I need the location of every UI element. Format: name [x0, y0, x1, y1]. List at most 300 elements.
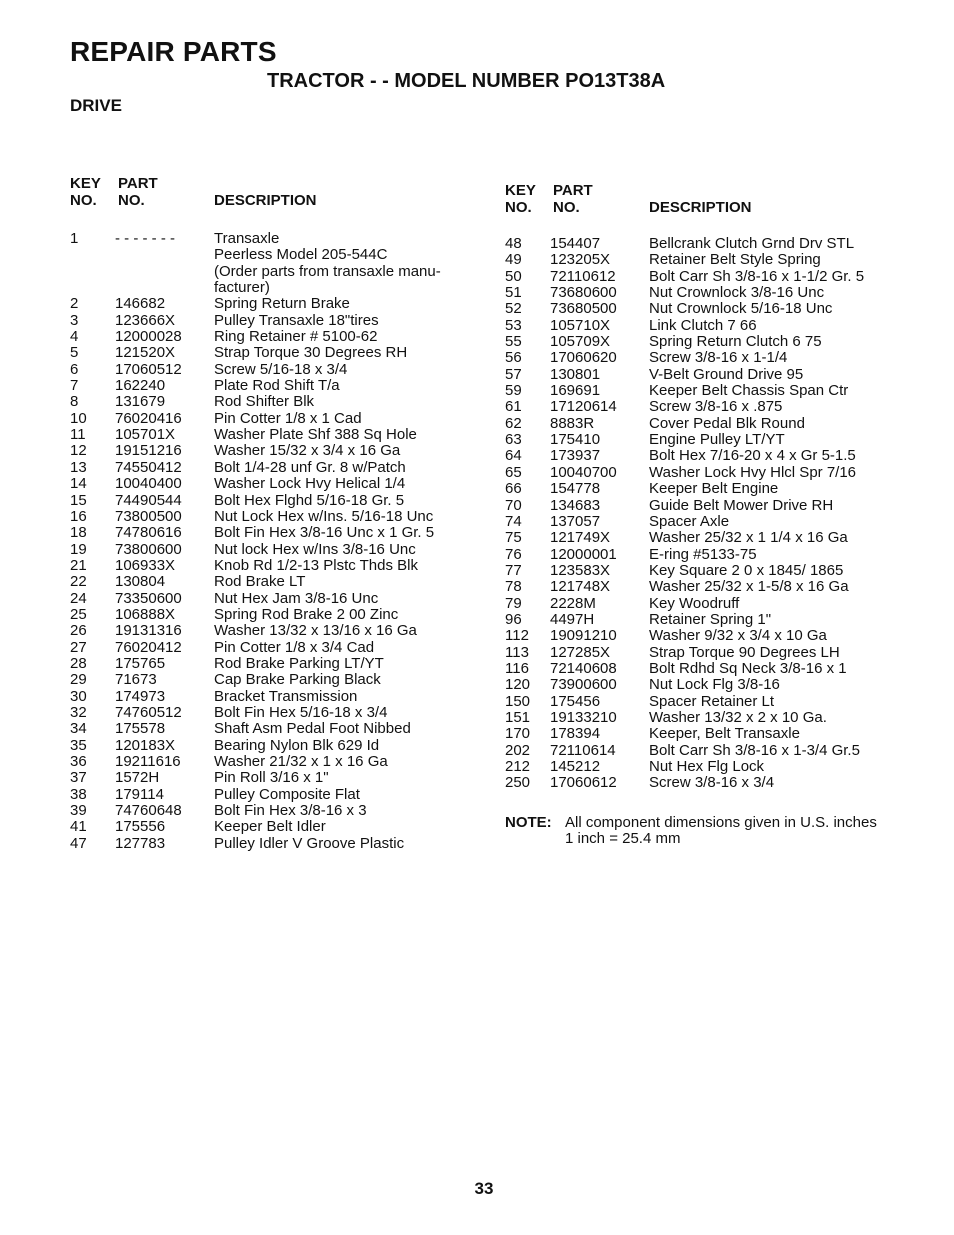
part-description: Rod Brake LT [214, 573, 306, 591]
part-number: 10040700 [550, 463, 617, 481]
table-row [70, 394, 470, 410]
part-header-label: PART [553, 182, 593, 199]
part-description: Nut Lock Flg 3/8-16 [649, 676, 780, 694]
table-row [70, 591, 470, 607]
part-number: 130804 [115, 573, 166, 591]
part-number: 137057 [550, 512, 601, 530]
part-description: Screw 3/8-16 x 1-1/4 [649, 349, 788, 367]
key-number: 19 [70, 540, 87, 558]
table-row [505, 236, 905, 252]
table-row [505, 269, 905, 285]
part-description: Washer Plate Shf 388 Sq Hole [214, 426, 417, 444]
part-description: facturer) [214, 279, 270, 297]
parts-list-right [505, 236, 905, 792]
table-row [70, 411, 470, 427]
key-number: 1 [70, 230, 79, 247]
part-description: Bellcrank Clutch Grnd Drv STL [649, 235, 855, 252]
table-row [505, 530, 905, 546]
part-number: 19151216 [115, 442, 182, 460]
part-number: 17060512 [115, 360, 182, 378]
key-number: 28 [70, 654, 87, 672]
key-number: 170 [505, 725, 531, 743]
part-number: 17060612 [550, 774, 617, 792]
key-number: 37 [70, 769, 87, 787]
table-row [70, 476, 470, 492]
table-row [70, 656, 470, 672]
part-description: Pulley Transaxle 18"tires [214, 311, 379, 329]
part-number: 123583X [550, 561, 611, 579]
key-number: 49 [505, 251, 522, 269]
part-number: 73680600 [550, 284, 617, 302]
key-number: 6 [70, 360, 79, 378]
part-description: Spring Return Brake [214, 295, 350, 313]
table-row [505, 416, 905, 432]
key-number: 12 [70, 442, 87, 460]
part-number: 127285X [550, 643, 611, 661]
key-number: 36 [70, 753, 87, 770]
table-row [70, 819, 470, 835]
part-description: Bolt Fin Hex 3/8-16 x 3 [214, 802, 367, 820]
part-number: 73800500 [115, 507, 182, 525]
part-description: Guide Belt Mower Drive RH [649, 496, 834, 514]
table-row [505, 710, 905, 726]
part-number: 154407 [550, 235, 601, 252]
key-number: 47 [70, 834, 87, 852]
table-row [70, 754, 470, 770]
key-number: 75 [505, 529, 522, 547]
key-number: 77 [505, 561, 522, 579]
part-description: Rod Brake Parking LT/YT [214, 654, 384, 672]
key-number: 65 [505, 463, 522, 481]
key-number: 8 [70, 393, 79, 411]
part-number: 76020412 [115, 638, 182, 656]
part-number: 17120614 [550, 398, 617, 416]
key-number: 13 [70, 458, 87, 476]
part-description: Cover Pedal Blk Round [649, 414, 805, 432]
part-description: Washer 13/32 x 2 x 10 Ga. [649, 708, 827, 726]
part-description: Shaft Asm Pedal Foot Nibbed [214, 720, 411, 738]
part-number: 105701X [115, 426, 176, 444]
table-row [505, 514, 905, 530]
key-number: 56 [505, 349, 522, 367]
table-row [505, 628, 905, 644]
part-description: Pulley Composite Flat [214, 785, 360, 803]
part-description: Cap Brake Parking Black [214, 671, 381, 689]
key-number: 250 [505, 774, 531, 792]
part-description: E-ring #5133-75 [649, 545, 757, 563]
dimensions-note [505, 815, 905, 847]
part-number: 73900600 [550, 676, 617, 694]
key-number: 41 [70, 818, 87, 836]
key-number: 29 [70, 671, 87, 689]
table-row [70, 231, 470, 296]
key-number: 212 [505, 758, 531, 775]
key-number: 3 [70, 311, 79, 329]
part-number: 127783 [115, 834, 166, 852]
part-number: 74550412 [115, 458, 182, 476]
key-number: 202 [505, 741, 531, 759]
table-row [505, 759, 905, 775]
part-number: 12000028 [115, 328, 182, 346]
key-header-label: KEY [505, 182, 536, 199]
table-row [505, 694, 905, 710]
table-row [505, 677, 905, 693]
table-row [505, 775, 905, 791]
part-header-label: PART [118, 175, 158, 192]
part-description: Keeper Belt Chassis Span Ctr [649, 382, 849, 400]
part-number: 121749X [550, 529, 611, 547]
table-row [70, 329, 470, 345]
key-number: 16 [70, 507, 87, 525]
table-row [505, 661, 905, 677]
key-number: 64 [505, 447, 522, 465]
table-row [505, 432, 905, 448]
part-number: 19133210 [550, 708, 617, 726]
table-row [70, 738, 470, 754]
part-number: 169691 [550, 382, 601, 400]
table-row [505, 350, 905, 366]
part-description: Strap Torque 30 Degrees RH [214, 344, 408, 362]
table-row [70, 493, 470, 509]
part-number: 175456 [550, 692, 601, 710]
part-description: (Order parts from transaxle manu- [214, 262, 441, 280]
table-row [70, 787, 470, 803]
parts-table-right [505, 183, 905, 792]
part-number: 106933X [115, 556, 176, 574]
part-description: Nut Crownlock 5/16-18 Unc [649, 300, 833, 318]
table-row [505, 448, 905, 464]
part-number: 174973 [115, 687, 166, 705]
part-description: Spacer Axle [649, 512, 730, 530]
table-row [70, 378, 470, 394]
key-number: 53 [505, 316, 522, 334]
part-number: 154778 [550, 480, 601, 498]
key-number: 79 [505, 594, 522, 612]
table-row [505, 383, 905, 399]
part-number: 12000001 [550, 545, 617, 563]
part-description: Washer Lock Hvy Hlcl Spr 7/16 [649, 463, 857, 481]
parts-table-left [70, 176, 470, 852]
part-number: 19091210 [550, 627, 617, 645]
part-description: Washer Lock Hvy Helical 1/4 [214, 475, 406, 493]
part-number: 145212 [550, 758, 601, 775]
part-description: Bolt Hex 7/16-20 x 4 x Gr 5-1.5 [649, 447, 856, 465]
table-row [505, 334, 905, 350]
key-number: 70 [505, 496, 522, 514]
key-number: 30 [70, 687, 87, 705]
table-row [505, 481, 905, 497]
part-description: Screw 5/16-18 x 3/4 [214, 360, 348, 378]
key-number: 76 [505, 545, 522, 563]
key-number: 52 [505, 300, 522, 318]
description-header: DESCRIPTION [649, 198, 752, 216]
part-number: 131679 [115, 393, 166, 411]
part-number: 73800600 [115, 540, 182, 558]
table-row [505, 563, 905, 579]
part-description: Keeper Belt Engine [649, 480, 779, 498]
part-description: Transaxle [214, 230, 280, 247]
key-number: 4 [70, 328, 79, 346]
table-row [505, 547, 905, 563]
part-description: Bolt Carr Sh 3/8-16 x 1-3/4 Gr.5 [649, 741, 860, 759]
key-header-no: NO. [505, 198, 532, 216]
part-description: Retainer Belt Style Spring [649, 251, 821, 269]
table-header [70, 176, 470, 212]
part-number: 74760512 [115, 703, 182, 721]
part-description: Pin Cotter 1/8 x 3/4 Cad [214, 638, 375, 656]
part-number: 71673 [115, 671, 157, 689]
table-row [505, 465, 905, 481]
part-description: Washer 9/32 x 3/4 x 10 Ga [649, 627, 827, 645]
part-description: Key Square 2 0 x 1845/ 1865 [649, 561, 844, 579]
part-number: 74760648 [115, 802, 182, 820]
part-header-no: NO. [118, 191, 145, 209]
part-description: Bearing Nylon Blk 629 Id [214, 736, 380, 754]
part-description: Washer 25/32 x 1-5/8 x 16 Ga [649, 578, 849, 596]
part-description: Screw 3/8-16 x .875 [649, 398, 783, 416]
table-row [505, 596, 905, 612]
header-gap [505, 219, 905, 236]
key-number: 34 [70, 720, 87, 738]
part-header-no: NO. [553, 198, 580, 216]
part-no-header [553, 183, 593, 216]
part-number: 72110612 [550, 267, 616, 285]
table-row [70, 542, 470, 558]
key-header-label: KEY [70, 175, 101, 192]
table-row [70, 689, 470, 705]
key-number: 151 [505, 708, 531, 726]
part-number: 105709X [550, 333, 611, 351]
part-description: Nut lock Hex w/Ins 3/8-16 Unc [214, 540, 416, 558]
table-row [505, 252, 905, 268]
part-description: Bolt Carr Sh 3/8-16 x 1-1/2 Gr. 5 [649, 267, 865, 285]
part-number: 130801 [550, 365, 601, 383]
part-description: Pin Roll 3/16 x 1" [214, 769, 329, 787]
table-row [70, 721, 470, 737]
part-description: Bolt 1/4-28 unf Gr. 8 w/Patch [214, 458, 406, 476]
table-row [70, 640, 470, 656]
part-description: Rod Shifter Blk [214, 393, 315, 411]
part-number: 73350600 [115, 589, 182, 607]
part-number: 105710X [550, 316, 611, 334]
table-row [505, 645, 905, 661]
table-row [70, 836, 470, 852]
key-number: 48 [505, 235, 522, 252]
key-number: 26 [70, 622, 87, 640]
key-number: 112 [505, 627, 529, 645]
note-line-2: 1 inch = 25.4 mm [565, 830, 681, 847]
table-row [505, 367, 905, 383]
part-description: Peerless Model 205-544C [214, 246, 388, 264]
part-description: Spacer Retainer Lt [649, 692, 775, 710]
part-description: Washer 15/32 x 3/4 x 16 Ga [214, 442, 401, 460]
part-number: 175410 [550, 431, 601, 449]
part-description: Spring Rod Brake 2 00 Zinc [214, 605, 399, 623]
part-description: Keeper Belt Idler [214, 818, 326, 836]
key-number: 32 [70, 703, 87, 721]
part-number: 173937 [550, 447, 601, 465]
part-description: Ring Retainer # 5100-62 [214, 328, 378, 346]
part-number: 19131316 [115, 622, 182, 640]
table-row [70, 623, 470, 639]
header-gap [70, 212, 470, 231]
part-description: Bolt Rdhd Sq Neck 3/8-16 x 1 [649, 659, 847, 677]
part-number: 120183X [115, 736, 176, 754]
key-number: 63 [505, 431, 522, 449]
key-number: 74 [505, 512, 522, 530]
part-description: Retainer Spring 1" [649, 610, 772, 628]
part-number: 162240 [115, 377, 166, 395]
part-description: Bracket Transmission [214, 687, 358, 705]
part-number: 179114 [115, 785, 164, 803]
part-description: Key Woodruff [649, 594, 740, 612]
key-number: 14 [70, 475, 87, 493]
table-row [505, 612, 905, 628]
key-number: 18 [70, 524, 87, 542]
part-description: Pin Cotter 1/8 x 1 Cad [214, 409, 362, 427]
part-number: 74780616 [115, 524, 182, 542]
part-description: Strap Torque 90 Degrees LH [649, 643, 840, 661]
part-number: 4497H [550, 610, 595, 628]
table-row [70, 558, 470, 574]
key-number: 113 [505, 643, 529, 661]
key-number: 66 [505, 480, 522, 498]
key-number: 21 [70, 556, 87, 574]
part-description: Washer 21/32 x 1 x 16 Ga [214, 753, 388, 770]
part-number: 175578 [115, 720, 166, 738]
part-number: 146682 [115, 295, 166, 313]
part-number: 134683 [550, 496, 601, 514]
key-number: 7 [70, 377, 79, 395]
table-row [70, 427, 470, 443]
part-number: 74490544 [115, 491, 182, 509]
table-row [505, 498, 905, 514]
part-description: Bolt Hex Flghd 5/16-18 Gr. 5 [214, 491, 405, 509]
part-number: 121520X [115, 344, 176, 362]
part-description: Washer 25/32 x 1 1/4 x 16 Ga [649, 529, 848, 547]
part-number: 1572H [115, 769, 160, 787]
part-description: Pulley Idler V Groove Plastic [214, 834, 405, 852]
part-description: Nut Hex Jam 3/8-16 Unc [214, 589, 379, 607]
part-number: 175765 [115, 654, 166, 672]
part-number: 178394 [550, 725, 601, 743]
table-row [70, 574, 470, 590]
part-number: 121748X [550, 578, 611, 596]
part-number: 8883R [550, 414, 595, 432]
part-no-header [118, 176, 158, 209]
key-no-header [505, 183, 536, 216]
table-row [505, 743, 905, 759]
table-header [505, 183, 905, 219]
key-number: 51 [505, 284, 522, 302]
key-number: 15 [70, 491, 87, 509]
key-number: 10 [70, 409, 87, 427]
key-number: 25 [70, 605, 87, 623]
part-description: Engine Pulley LT/YT [649, 431, 785, 449]
part-description: Plate Rod Shift T/a [214, 377, 340, 395]
part-description: Bolt Fin Hex 3/8-16 Unc x 1 Gr. 5 [214, 524, 435, 542]
table-row [70, 296, 470, 312]
table-row [70, 460, 470, 476]
description-header: DESCRIPTION [214, 191, 317, 209]
table-row [70, 362, 470, 378]
table-row [70, 443, 470, 459]
part-number: 106888X [115, 605, 176, 623]
key-number: 116 [505, 659, 529, 677]
table-row [70, 705, 470, 721]
table-row [70, 672, 470, 688]
part-number: 123205X [550, 251, 611, 269]
key-number: 11 [70, 426, 86, 444]
table-row [70, 525, 470, 541]
part-number: 10040400 [115, 475, 182, 493]
part-description: Screw 3/8-16 x 3/4 [649, 774, 775, 792]
parts-list-left [70, 231, 470, 852]
key-number: 22 [70, 573, 87, 591]
table-row [505, 285, 905, 301]
key-number: 35 [70, 736, 87, 754]
key-number: 5 [70, 344, 79, 362]
key-number: 62 [505, 414, 522, 432]
table-row [70, 509, 470, 525]
part-number: 17060620 [550, 349, 617, 367]
part-description: Spring Return Clutch 6 75 [649, 333, 822, 351]
key-number: 38 [70, 785, 87, 803]
key-number: 27 [70, 638, 87, 656]
table-row [70, 803, 470, 819]
part-number: 2228M [550, 594, 596, 612]
table-row [70, 770, 470, 786]
part-description: Bolt Fin Hex 5/16-18 x 3/4 [214, 703, 388, 721]
key-header-no: NO. [70, 191, 97, 209]
key-number: 2 [70, 295, 79, 313]
table-row [505, 318, 905, 334]
table-row [505, 399, 905, 415]
key-number: 61 [505, 398, 522, 416]
table-row [70, 607, 470, 623]
page-number: 33 [474, 1179, 494, 1198]
note-line-1: All component dimensions given in U.S. inches [565, 814, 877, 831]
part-description: Link Clutch 7 66 [649, 316, 757, 334]
key-number: 150 [505, 692, 531, 710]
table-row [505, 579, 905, 595]
part-description: Nut Crownlock 3/8-16 Unc [649, 284, 825, 302]
part-number: 72110614 [550, 741, 616, 759]
part-number: 175556 [115, 818, 166, 836]
table-row [70, 345, 470, 361]
key-number: 59 [505, 382, 522, 400]
part-description: V-Belt Ground Drive 95 [649, 365, 804, 383]
part-description: Nut Lock Hex w/Ins. 5/16-18 Unc [214, 507, 434, 525]
model-subtitle: TRACTOR - - MODEL NUMBER PO13T38A [267, 70, 666, 92]
part-number: 73680500 [550, 300, 617, 318]
table-row [505, 726, 905, 742]
section-heading: DRIVE [70, 96, 122, 115]
part-description: Washer 13/32 x 13/16 x 16 Ga [214, 622, 417, 640]
table-row [70, 313, 470, 329]
key-number: 57 [505, 365, 522, 383]
key-no-header [70, 176, 101, 209]
part-description: Knob Rd 1/2-13 Plstc Thds Blk [214, 556, 418, 574]
key-number: 96 [505, 610, 522, 628]
key-number: 50 [505, 267, 522, 285]
part-description: Keeper, Belt Transaxle [649, 725, 800, 743]
part-number: 76020416 [115, 409, 182, 427]
key-number: 39 [70, 802, 87, 820]
note-label: NOTE: [505, 814, 552, 831]
key-number: 78 [505, 578, 522, 596]
key-number: 55 [505, 333, 522, 351]
